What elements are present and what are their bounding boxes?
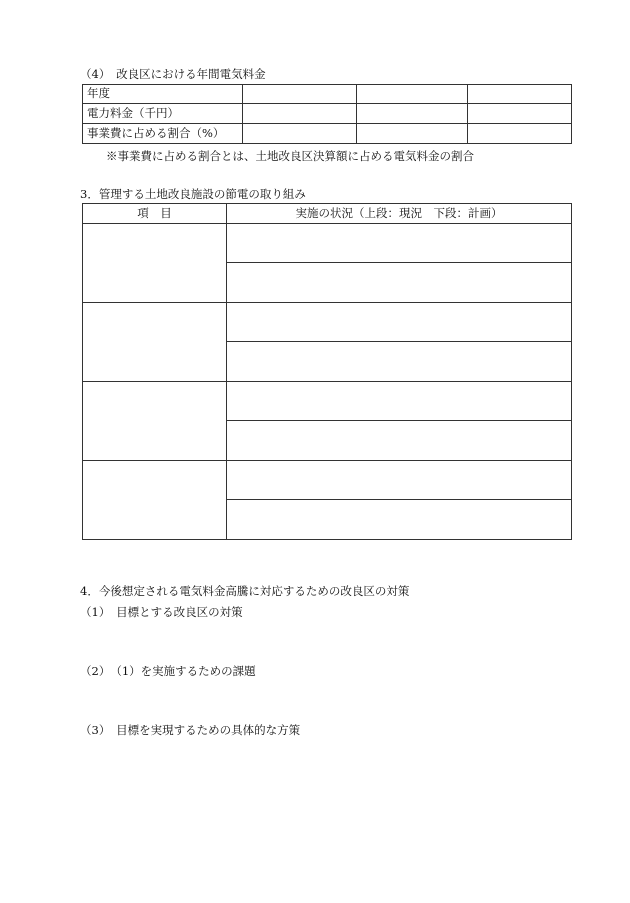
table-row	[83, 461, 572, 500]
subsection-2-heading: （2） （1）を実施するための課題	[80, 664, 256, 678]
item-cell	[83, 461, 227, 540]
annual-electricity-table	[82, 84, 572, 144]
column-header-item: 項 目	[83, 204, 227, 224]
table-cell	[357, 124, 468, 144]
table-row	[83, 85, 572, 104]
status-plan-cell	[227, 500, 572, 540]
table-cell	[243, 85, 357, 104]
table-row	[83, 124, 572, 144]
column-header-status: 実施の状況（上段：現況 下段：計画）	[227, 204, 572, 224]
annual-electricity-heading: （4） 改良区における年間電気料金	[80, 67, 266, 81]
table-row	[83, 382, 572, 421]
row-label-electricity-cost: 電力料金（千円）	[83, 104, 243, 124]
status-current-cell	[227, 303, 572, 342]
table-header-row	[83, 204, 572, 224]
status-plan-cell	[227, 421, 572, 461]
status-plan-cell	[227, 342, 572, 382]
status-current-cell	[227, 461, 572, 500]
subsection-1-heading: （1） 目標とする改良区の対策	[80, 605, 243, 619]
item-cell	[83, 224, 227, 303]
status-current-cell	[227, 224, 572, 263]
subsection-3-heading: （3） 目標を実現するための具体的な方策	[80, 723, 301, 737]
table-cell	[468, 85, 572, 104]
row-label-cost-ratio: 事業費に占める割合（%）	[83, 124, 243, 144]
table-cell	[243, 104, 357, 124]
table-cell	[468, 104, 572, 124]
cost-ratio-note: ※事業費に占める割合とは、土地改良区決算額に占める電気料金の割合	[106, 149, 474, 163]
item-cell	[83, 382, 227, 461]
table-cell	[357, 85, 468, 104]
power-saving-table	[82, 203, 572, 540]
status-current-cell	[227, 382, 572, 421]
table-cell	[357, 104, 468, 124]
power-saving-heading: 3．管理する土地改良施設の節電の取り組み	[80, 187, 306, 201]
countermeasures-heading: 4．今後想定される電気料金高騰に対応するための改良区の対策	[80, 584, 410, 598]
item-cell	[83, 303, 227, 382]
table-cell	[243, 124, 357, 144]
status-plan-cell	[227, 263, 572, 303]
table-row	[83, 303, 572, 342]
row-label-year: 年度	[83, 85, 243, 104]
table-cell	[468, 124, 572, 144]
table-row	[83, 224, 572, 263]
table-row	[83, 104, 572, 124]
